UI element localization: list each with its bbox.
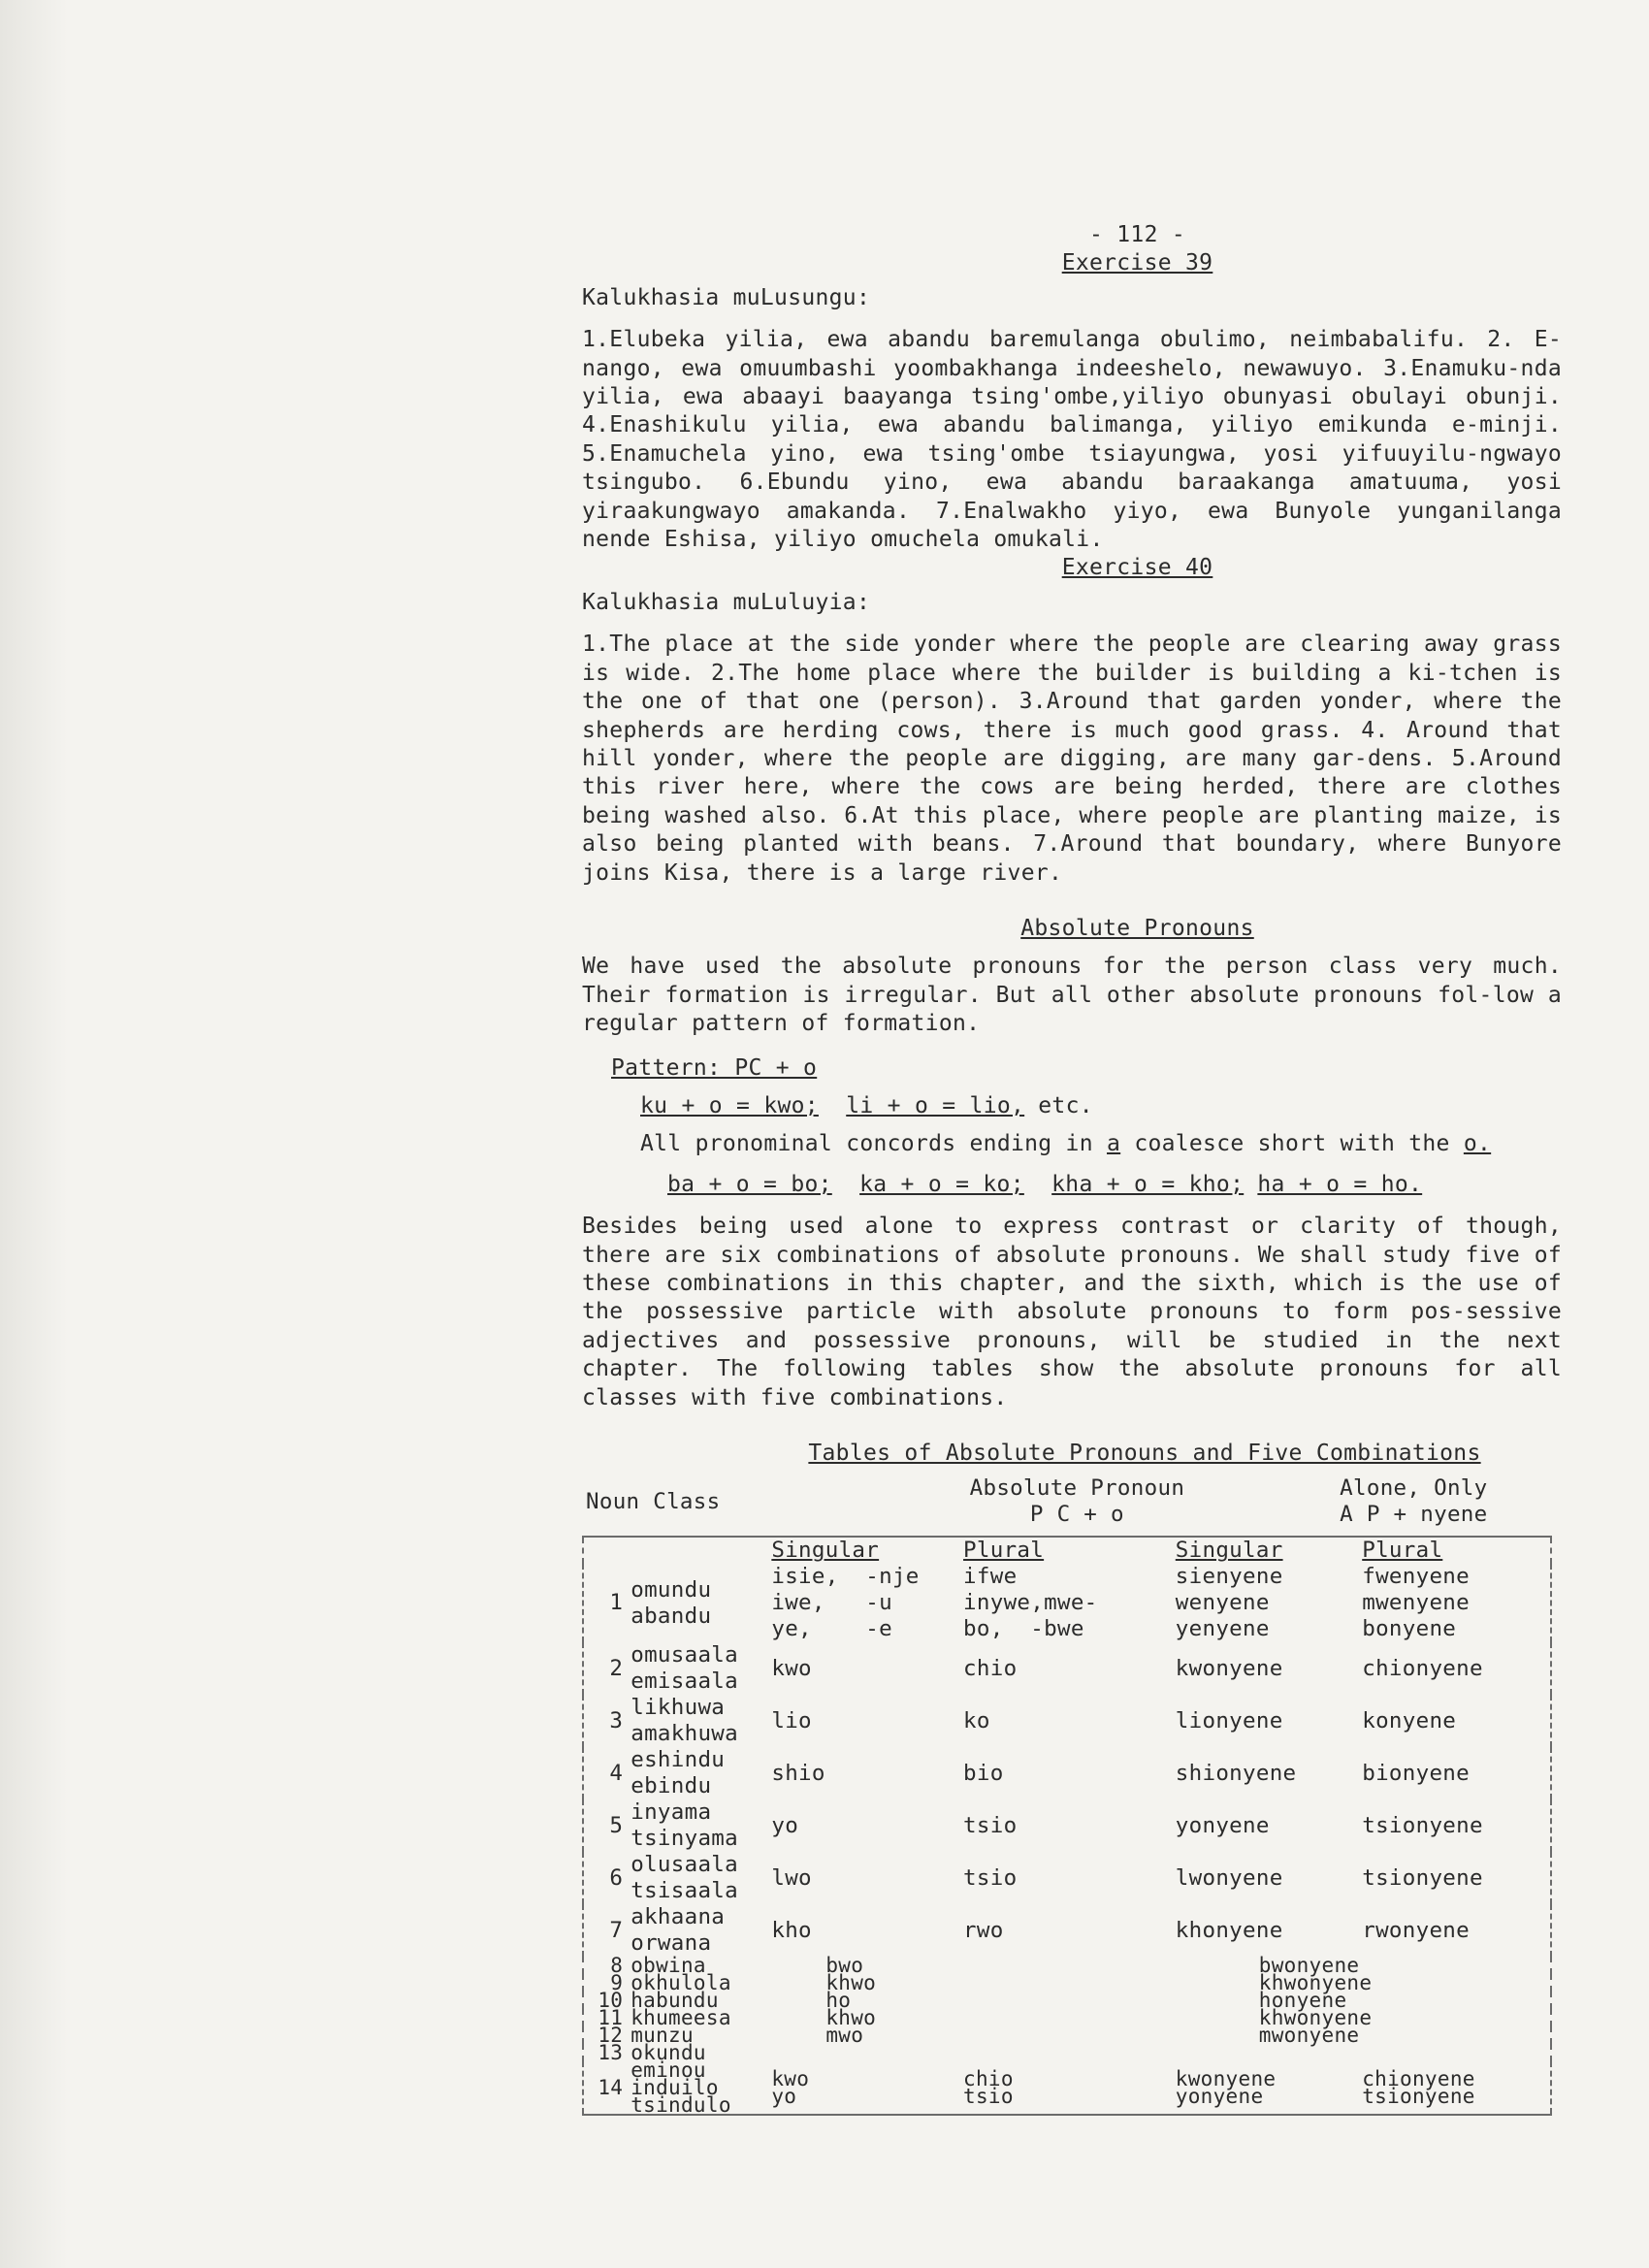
abs-pronoun xyxy=(767,2044,1171,2061)
class-number: 11 xyxy=(598,2006,624,2030)
page-number: - 112 - xyxy=(1088,222,1186,247)
col-alone-formula: A P + nyene xyxy=(1340,1502,1488,1528)
table-row xyxy=(583,2061,1551,2115)
exercise-40-instruction: Kalukhasia muLuluyia: xyxy=(582,589,871,615)
class-nouns: likhuwa amakhuwa xyxy=(630,1695,738,1747)
abs-plural: tsio xyxy=(963,1812,1018,1838)
table-header-row xyxy=(582,1475,1552,1528)
col-noun-class: Noun Class xyxy=(586,1488,721,1514)
absolute-intro: We have used the absolute pronouns for the person class very much. Their formation is irregular. But all other absolute pronouns fol-low a regular pattern of formation. xyxy=(582,954,1562,1037)
example-li: li + o = lio, xyxy=(846,1092,1025,1118)
class-noun: khumeesa xyxy=(630,2006,731,2030)
abs-pronoun: khwo xyxy=(825,1971,877,1995)
last-class-rows xyxy=(583,2058,1551,2118)
coalesce-rule xyxy=(640,1130,1562,1158)
table-row xyxy=(583,1852,1551,1904)
class-number: 12 xyxy=(598,2024,624,2048)
class-number: 1 xyxy=(609,1590,624,1616)
class-number: 13 xyxy=(598,2041,624,2065)
rule-a: a xyxy=(1107,1131,1121,1157)
rule-text-2: coalesce short with the xyxy=(1120,1131,1464,1157)
class-number: 9 xyxy=(610,1971,624,1995)
class-number: 8 xyxy=(610,1954,624,1978)
subheader-row xyxy=(583,1537,1551,1564)
table-row xyxy=(583,1747,1551,1799)
class-rows xyxy=(583,1564,1551,1957)
class-nouns: omundu abandu xyxy=(630,1576,712,1629)
pattern-example-2 xyxy=(667,1171,1562,1199)
col-absolute-label: Absolute Pronoun xyxy=(969,1475,1185,1502)
col-alone-label: Alone, Only xyxy=(1340,1475,1488,1502)
abs-plural: ifwe inywe,mwe- bo, -bwe xyxy=(963,1564,1098,1642)
class-number: 4 xyxy=(609,1760,624,1786)
class-number: 14 xyxy=(598,2076,624,2100)
class-nouns: inyama tsinyama xyxy=(630,1799,738,1852)
alone-plural: rwonyene xyxy=(1362,1917,1470,1943)
table-title: Tables of Absolute Pronouns and Five Combinations xyxy=(808,1441,1481,1467)
abs-singular: lwo xyxy=(771,1864,812,1891)
table-row xyxy=(583,2044,1551,2061)
pattern-example-1 xyxy=(640,1092,1562,1120)
alone-singular: sienyene wenyene yenyene xyxy=(1175,1564,1283,1642)
class-number: 5 xyxy=(609,1812,624,1838)
abs-plural: tsio xyxy=(963,1864,1018,1891)
class-number: 7 xyxy=(609,1917,624,1943)
abs-pronoun: bwo xyxy=(825,1954,864,1978)
class-noun: habundu xyxy=(630,1989,719,2013)
table-row xyxy=(583,1904,1551,1957)
class-nouns: eshindu ebindu xyxy=(630,1747,726,1799)
table-row xyxy=(583,1799,1551,1852)
exercise-39-instruction: Kalukhasia muLusungu: xyxy=(582,284,871,310)
abs-singular: yo xyxy=(771,1812,799,1838)
class-nouns: omusaala emisaala xyxy=(630,1642,738,1695)
class-noun: okundu xyxy=(630,2041,706,2065)
table-row xyxy=(583,1974,1551,1992)
document-page xyxy=(582,221,1562,2116)
abs-plural: bio xyxy=(963,1760,1004,1786)
rule-text-1: All pronominal concords ending in xyxy=(640,1131,1108,1157)
abs-plural: ko xyxy=(963,1707,990,1733)
table-row xyxy=(583,1564,1551,1642)
exercise-39-text: 1.Elubeka yilia, ewa abandu baremulanga obulimo, neimbabalifu. 2. E-nango, ewa omuumbashi yoombakhanga indeeshelo, newawuyo. 3.Enamuku-nda yilia, ewa abaayi baayanga tsing'ombe,yiliyo obunyasi obulayi obunji. 4.Enashikulu yilia, ewa abandu balimanga, yiliyo emikunda e-minji. 5.Enamuchela yino, ewa tsing'ombe tsiayungwa, yosi yifuuyilu-ngwayo tsingubo. 6.Ebundu yino, ewa abandu baraakanga amatuuma, yosi yiraakungwayo amakanda. 7.Enalwakho yiyo, ewa Bunyole yunganilanga nende Eshisa, yiliyo omuchela omukali. xyxy=(582,327,1562,553)
alone-form: mwonyene xyxy=(1258,2024,1360,2048)
abs-plural: chio xyxy=(963,1655,1018,1681)
rule-o: o. xyxy=(1463,1131,1492,1157)
col-alone-only xyxy=(1276,1475,1552,1528)
pronoun-grid xyxy=(582,1536,1552,2116)
class-nouns: olusaala tsisaala xyxy=(630,1852,738,1904)
alone-plural: tsionyene xyxy=(1362,1812,1483,1838)
absolute-body: Besides being used alone to express contrast or clarity of though, there are six combinations of absolute pronouns. We shall study five of these combinations in this chapter, and the sixth, which is the use of the possessive particle with absolute pronouns to form pos-sessive adjectives and possessive pronouns, will be studied in the next chapter. The following tables show the absolute pronouns for all classes with five combinations. xyxy=(582,1214,1562,1410)
abs-plural: chio tsio xyxy=(963,2067,1014,2109)
abs-singular: kwo yo xyxy=(771,2067,810,2109)
abs-plural: rwo xyxy=(963,1917,1004,1943)
abs-pronoun: mwo xyxy=(825,2024,864,2048)
class-number: 6 xyxy=(609,1864,624,1891)
alone-plural: chionyene xyxy=(1362,1655,1483,1681)
alone-singular: kwonyene yonyene xyxy=(1175,2067,1277,2109)
abs-singular: isie, -nje iwe, -u ye, -e xyxy=(771,1564,920,1642)
alone-plural: tsionyene xyxy=(1362,1864,1483,1891)
table-row xyxy=(583,1695,1551,1747)
alone-plural: fwenyene mwenyene bonyene xyxy=(1362,1564,1470,1642)
example-ka: ka + o = ko; xyxy=(859,1171,1024,1197)
example-ba: ba + o = bo; xyxy=(667,1171,832,1197)
example-kha: kha + o = kho; xyxy=(1051,1171,1245,1197)
col-absolute-pronoun xyxy=(879,1475,1276,1528)
alone-plural: konyene xyxy=(1362,1707,1457,1733)
alone-singular: lwonyene xyxy=(1175,1864,1283,1891)
exercise-40-title: Exercise 40 xyxy=(1061,555,1213,581)
sub-singular: Singular xyxy=(771,1538,880,1564)
single-class-rows xyxy=(583,1954,1551,2065)
alone-form: khwonyene xyxy=(1258,1971,1373,1995)
alone-singular: khonyene xyxy=(1175,1917,1283,1943)
class-noun: obwina xyxy=(630,1954,706,1978)
table-row xyxy=(583,2009,1551,2026)
example-ha: ha + o = ho. xyxy=(1257,1171,1423,1197)
abs-singular: shio xyxy=(771,1760,825,1786)
alone-form: bwonyene xyxy=(1258,1954,1360,1978)
alone-singular: yonyene xyxy=(1175,1812,1270,1838)
abs-singular: lio xyxy=(771,1707,812,1733)
exercise-39-title: Exercise 39 xyxy=(1061,250,1213,276)
abs-pronoun: ho xyxy=(825,1989,852,2013)
alone-form xyxy=(1172,2044,1551,2061)
sub-alone-plural: Plural xyxy=(1362,1538,1443,1564)
class-noun: munzu xyxy=(630,2024,694,2048)
abs-singular: kho xyxy=(771,1917,812,1943)
example-ku: ku + o = kwo; xyxy=(640,1092,819,1118)
class-nouns: akhaana orwana xyxy=(630,1904,726,1957)
class-noun: okhulola xyxy=(630,1971,731,1995)
col-absolute-formula: P C + o xyxy=(1029,1502,1124,1528)
sub-plural: Plural xyxy=(963,1538,1045,1564)
alone-plural: chionyene tsionyene xyxy=(1362,2067,1475,2109)
alone-plural: bionyene xyxy=(1362,1760,1470,1786)
page-edge-shadow xyxy=(0,0,68,2268)
class-nouns: eminou induilo tsindulo xyxy=(630,2058,731,2118)
abs-pronoun: khwo xyxy=(825,2006,877,2030)
abs-singular: kwo xyxy=(771,1655,812,1681)
pattern-formula: Pattern: PC + o xyxy=(611,1054,818,1081)
class-number: 3 xyxy=(609,1707,624,1733)
exercise-40-text: 1.The place at the side yonder where the people are clearing away grass is wide. 2.The home place where the builder is building a ki-tchen is the one of that one (person). 3.Around that garden yonder, where the shepherds are herding cows, there is much good grass. 4. Around that hill yonder, where the people are digging, are many gar-dens. 5.Around this river here, where the cows are being herded, there are clothes being washed also. 6.At this place, where people are planting maize, is also being planted with beans. 7.Around that boundary, where Bunyore joins Kisa, there is a large river. xyxy=(582,632,1562,886)
absolute-pronouns-title: Absolute Pronouns xyxy=(1020,915,1254,941)
example-etc: etc. xyxy=(1024,1092,1093,1118)
class-number: 10 xyxy=(598,1989,624,2013)
class-number: 2 xyxy=(609,1655,624,1681)
alone-singular: kwonyene xyxy=(1175,1655,1283,1681)
alone-singular: shionyene xyxy=(1175,1760,1297,1786)
absolute-pronoun-table xyxy=(582,1475,1552,1528)
alone-form: honyene xyxy=(1258,1989,1347,2013)
table-row xyxy=(583,1642,1551,1695)
table-row xyxy=(583,2026,1551,2044)
alone-singular: lionyene xyxy=(1175,1707,1283,1733)
alone-form: khwonyene xyxy=(1258,2006,1373,2030)
sub-alone-singular: Singular xyxy=(1175,1538,1283,1564)
